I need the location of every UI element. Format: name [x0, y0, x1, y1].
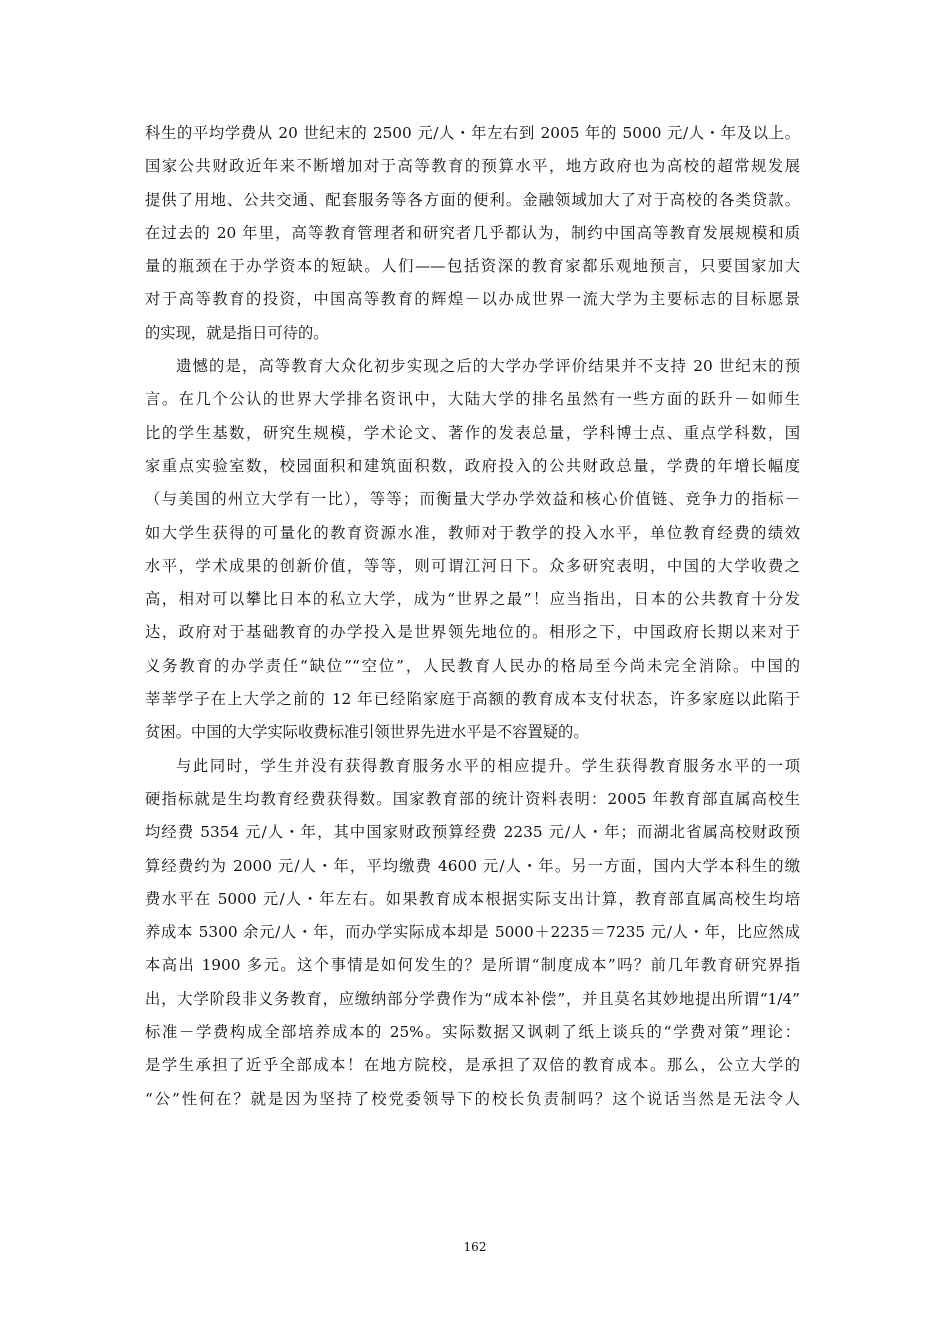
text-line: 的实现，就是指日可待的。 — [145, 323, 329, 342]
text-line: （与美国的州立大学有一比），等等；而衡量大学办学效益和核心价值链、竞争力的指标－ — [145, 490, 800, 509]
text-line: 养成本 5300 余元/人・年，而办学实际成本却是 5000＋2235＝7235 元/人・年，比应然成 — [145, 923, 800, 942]
text-line: 水平，学术成果的创新价值，等等，则可谓江河日下。众多研究表明，中国的大学收费之 — [145, 556, 800, 575]
text-line: 在过去的 20 年里，高等教育管理者和研究者几乎都认为，制约中国高等教育发展规模和质 — [145, 223, 800, 242]
text-line: 本高出 1900 多元。这个事情是如何发生的？是所谓“制度成本”吗？前几年教育研究界指 — [145, 956, 800, 975]
text-line: 高，相对可以攀比日本的私立大学，成为“世界之最”！应当指出，日本的公共教育十分发 — [145, 590, 800, 609]
text-line: 是学生承担了近乎全部成本！在地方院校，是承担了双倍的教育成本。那么，公立大学的 — [145, 1056, 800, 1075]
text-line: 遗憾的是，高等教育大众化初步实现之后的大学办学评价结果并不支持 20 世纪末的预 — [176, 357, 800, 376]
text-line: 算经费约为 2000 元/人・年，平均缴费 4600 元/人・年。另一方面，国内大学本科生的缴 — [145, 856, 800, 875]
text-line: 出，大学阶段非义务教育，应缴纳部分学费作为“成本补偿”，并且莫名其妙地提出所谓“1/4” — [145, 989, 800, 1008]
text-line: 家重点实验室数，校园面积和建筑面积数，政府投入的公共财政总量，学费的年增长幅度 — [145, 456, 800, 475]
paragraph-1 — [145, 117, 800, 350]
text-line: 义务教育的办学责任“缺位”“空位”，人民教育人民办的格局至今尚未完全消除。中国的 — [145, 656, 800, 675]
text-line: 均经费 5354 元/人・年，其中国家财政预算经费 2235 元/人・年；而湖北省属高校财政预 — [145, 823, 800, 842]
paragraph-3 — [145, 750, 800, 1116]
text-line: “公”性何在？就是因为坚持了校党委领导下的校长负责制吗？这个说话当然是无法令人 — [145, 1089, 800, 1108]
text-line: 与此同时，学生并没有获得教育服务水平的相应提升。学生获得教育服务水平的一项 — [176, 756, 800, 775]
text-line: 言。在几个公认的世界大学排名资讯中，大陆大学的排名虽然有一些方面的跃升－如师生 — [145, 390, 800, 409]
text-line: 硬指标就是生均教育经费获得数。国家教育部的统计资料表明：2005 年教育部直属高校生 — [145, 789, 800, 808]
text-line: 达，政府对于基础教育的办学投入是世界领先地位的。相形之下，中国政府长期以来对于 — [145, 623, 800, 642]
body-text — [145, 117, 800, 1116]
text-line: 量的瓶颈在于办学资本的短缺。人们——包括资深的教育家都乐观地预言，只要国家加大 — [145, 257, 800, 276]
text-line: 对于高等教育的投资，中国高等教育的辉煌－以办成世界一流大学为主要标志的目标愿景 — [145, 290, 800, 309]
text-line: 贫困。中国的大学实际收费标准引领世界先进水平是不容置疑的。 — [145, 723, 589, 742]
paragraph-2 — [145, 350, 800, 750]
text-line: 莘莘学子在上大学之前的 12 年已经陷家庭于高额的教育成本支付状态，许多家庭以此陷于 — [145, 690, 800, 709]
page-number: 162 — [463, 1240, 487, 1254]
text-line: 比的学生基数，研究生规模，学术论文、著作的发表总量，学科博士点、重点学科数，国 — [145, 423, 800, 442]
text-line: 提供了用地、公共交通、配套服务等各方面的便利。金融领域加大了对于高校的各类贷款。 — [145, 190, 800, 209]
text-line: 国家公共财政近年来不断增加对于高等教育的预算水平，地方政府也为高校的超常规发展 — [145, 157, 800, 176]
text-line: 如大学生获得的可量化的教育资源水准，教师对于教学的投入水平，单位教育经费的绩效 — [145, 523, 800, 542]
text-line: 费水平在 5000 元/人・年左右。如果教育成本根据实际支出计算，教育部直属高校生均培 — [145, 889, 800, 908]
text-line: 科生的平均学费从 20 世纪末的 2500 元/人・年左右到 2005 年的 5000 元/人・年及以上。 — [145, 124, 800, 142]
text-line: 标准－学费构成全部培养成本的 25%。实际数据又讽刺了纸上谈兵的“学费对策”理论： — [145, 1023, 800, 1042]
